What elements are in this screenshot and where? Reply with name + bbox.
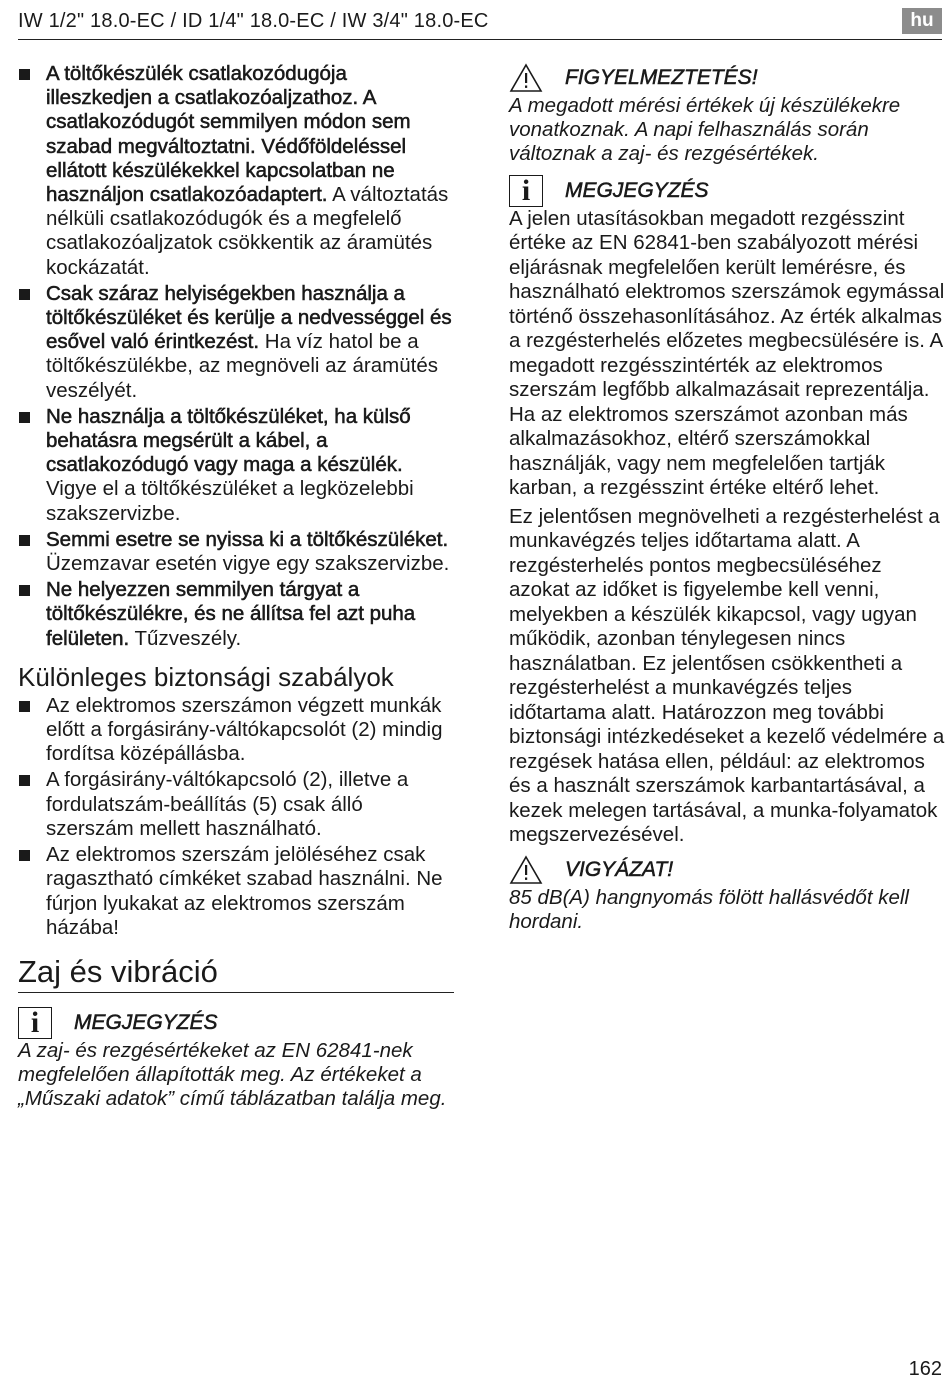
- document-title: IW 1/2" 18.0-EC / ID 1/4" 18.0-EC / IW 3/4" 18.0-EC: [18, 10, 489, 32]
- note-paragraph: Ez jelentősen megnövelheti a rezgésterhelést a munkavégzés teljes időtartama alatt. A rezgésterhelés pontos megbecsüléséhez azokat az időket is figyelembe kell venni, melyekben a készülék kikapcsol, vagy ugyan működik, azonban ténylegesen nincs használatban. Ez jelentősen csökkentheti a rezgésterhelést a munkavégzés teljes időtartama alatt. Határozzon meg további biztonsági intézkedéseket a kezelő védelmére a rezgések hatása ellen, például: az elektromos és a használt szerszámok karbantartásával, a kezek melegen tartásával, a munka-folyamatok megszervezésével.: [509, 504, 945, 847]
- noise-vibration-heading: Zaj és vibráció: [18, 954, 454, 993]
- list-item: [18, 282, 454, 403]
- list-item: Az elektromos szerszámon végzett munkák előtt a forgásirány-váltókapcsolót (2) mindig fordítsa középállásba.: [18, 694, 454, 767]
- body-text: Ha víz hatol be a töltőkészülékbe, az megnöveli az áramütés veszélyét.: [46, 330, 438, 402]
- warning-block: [509, 62, 945, 167]
- note-label: MEGJEGYZÉS: [565, 178, 709, 202]
- bold-text: A töltőkészülék csatlakozódugója illeszkedjen a csatlakozóaljzathoz. A csatlakozódugót semmilyen módon sem szabad megváltoztatni. Védőföldeléssel ellátott készülékekkel kapcsolatban ne használjon csatlakozóadaptert.: [46, 62, 411, 207]
- caution-text: 85 dB(A) hangnyomás fölött hallásvédőt kell hordani.: [509, 885, 909, 933]
- bold-text: Semmi esetre se nyissa ki a töltőkészüléket.: [46, 527, 449, 551]
- special-safety-list: [18, 694, 454, 940]
- info-icon: i: [509, 175, 543, 207]
- bold-text: Csak száraz helyiségekben használja a töltőkészüléket és kerülje a nedvességgel és esővel való érintkezést.: [46, 281, 452, 354]
- warning-label: FIGYELMEZTETÉS!: [565, 66, 758, 89]
- warning-header: [509, 62, 945, 94]
- note-block: [509, 175, 945, 848]
- left-column: [18, 62, 454, 1118]
- list-item: Az elektromos szerszám jelöléséhez csak ragasztható címkéket szabad használni. Ne fúrjon lyukakat az elektromos szerszám házába!: [18, 843, 454, 940]
- body-text: Tűzveszély.: [129, 626, 242, 650]
- warning-triangle-icon: [509, 855, 543, 885]
- note-block: [18, 1007, 454, 1112]
- note-header: [18, 1007, 454, 1039]
- language-badge: hu: [902, 8, 942, 34]
- body-text: Üzemzavar esetén vigye egy szakszervizbe.: [46, 552, 450, 576]
- warning-triangle-icon: [509, 63, 543, 93]
- note-paragraph: A jelen utasításokban megadott rezgésszint értéke az EN 62841-ben szabályozott mérési eljárásnak megfelelően került lemérésre, és használható elektromos szerszámok egymással történő összehasonlításához. Az érték alkalmas a rezgésterhelés előzetes megbecsülésére is. A megadott rezgésszintérték az elektromos szerszám legfőbb alkalmazásait reprezentálja. Ha az elektromos szerszámot azonban más alkalmazásokhoz, eltérő szerszámokkal használják, vagy nem megfelelően tartják karban, a rezgésszint értéke eltérő lehet.: [509, 206, 945, 500]
- note-label: MEGJEGYZÉS: [74, 1010, 218, 1034]
- list-item: A forgásirány-váltókapcsoló (2), illetve a fordulatszám-beállítás (5) csak álló szerszám mellett használható.: [18, 768, 454, 841]
- list-item: [18, 578, 454, 651]
- caution-label: VIGYÁZAT!: [565, 857, 674, 881]
- special-safety-heading: Különleges biztonsági szabályok: [18, 661, 394, 692]
- bold-text: Ne használja a töltőkészüléket, ha külső behatásra megsérült a kábel, a csatlakozódugó vagy maga a készülék.: [46, 404, 411, 477]
- caution-header: [509, 854, 945, 886]
- page-number: 162: [908, 1358, 942, 1380]
- list-item: [18, 62, 454, 280]
- warning-text: A megadott mérési értékek új készülékekre vonatkoznak. A napi felhasználás során változnak a zaj- és rezgésértékek.: [509, 94, 901, 166]
- body-text: Vigye el a töltőkészüléket a legközelebbi szakszervizbe.: [46, 477, 414, 525]
- note-header: [509, 175, 945, 207]
- right-column: [509, 62, 945, 940]
- caution-block: [509, 854, 945, 934]
- page-header: [18, 8, 942, 40]
- info-icon: i: [18, 1007, 52, 1039]
- note-text: A zaj- és rezgésértékeket az EN 62841-nek megfelelően állapították meg. Az értékeket a „Műszaki adatok” című táblázatban találja meg.: [18, 1038, 447, 1111]
- charger-safety-list: [18, 62, 454, 651]
- list-item: [18, 405, 454, 526]
- body-text: A változtatás nélküli csatlakozódugók és a megfelelő csatlakozóaljzatok csökkentik az áramütés kockázatát.: [46, 183, 449, 279]
- list-item: [18, 528, 454, 576]
- bold-text: Ne helyezzen semmilyen tárgyat a töltőkészülékre, és ne állítsa fel azt puha felületen.: [46, 578, 416, 650]
